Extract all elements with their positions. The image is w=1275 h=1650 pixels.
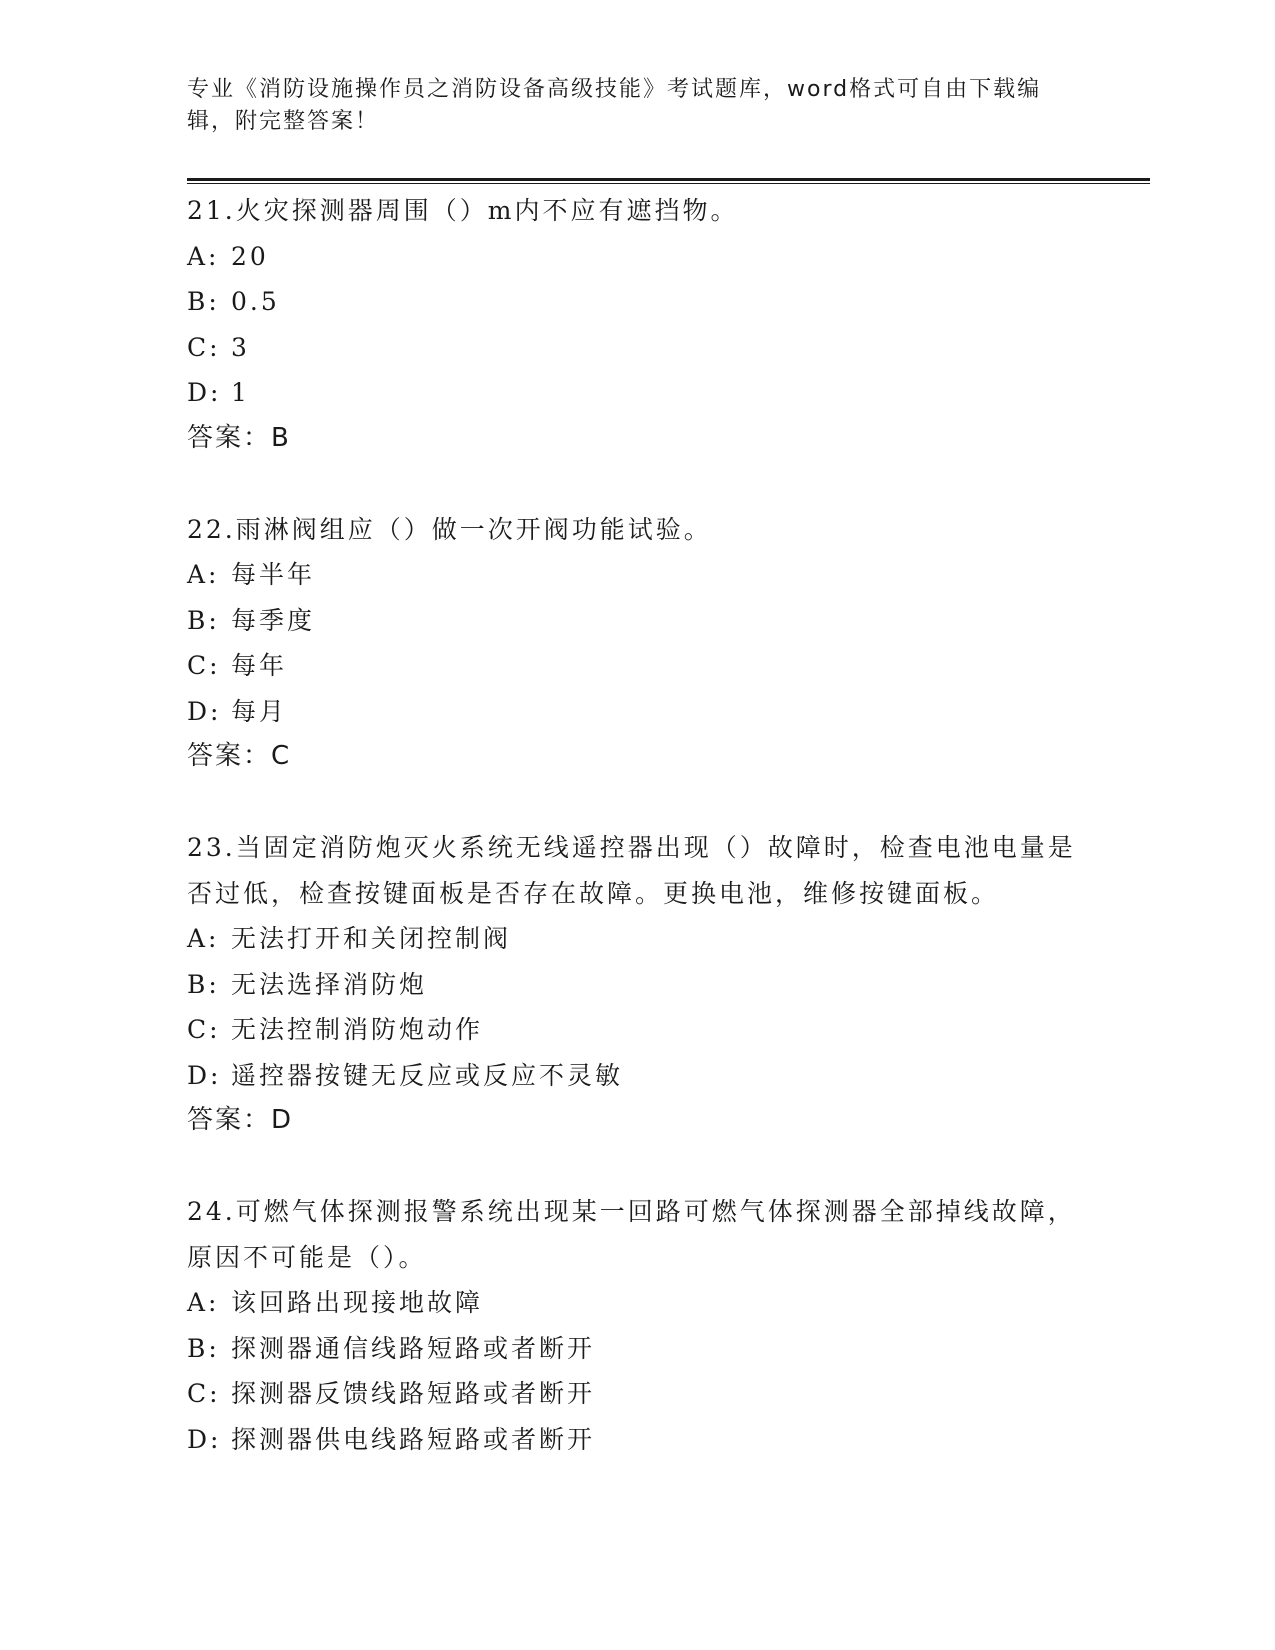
option-letter: A: [187, 241, 220, 271]
header-divider-thin [187, 183, 1150, 184]
option-letter: B: [187, 1333, 220, 1363]
option-letter: D: [187, 1060, 222, 1090]
option-letter: A: [187, 560, 220, 589]
option-c [187, 1007, 1087, 1053]
option-a [187, 234, 1087, 280]
option-c [187, 1371, 1087, 1417]
question-stem: 24.可燃气体探测报警系统出现某一回路可燃气体探测器全部掉线故障，原因不可能是（）。 [187, 1197, 1076, 1272]
document-header: 专业《消防设施操作员之消防设备高级技能》考试题库，word格式可自由下载编辑，附完整答案！ [187, 77, 1042, 134]
option-text: 无法打开和关闭控制阀 [231, 924, 512, 953]
option-text: 20 [231, 241, 269, 271]
question-21 [187, 188, 1087, 461]
option-letter: B: [187, 969, 220, 999]
answer-line: 答案：B [187, 422, 291, 453]
option-letter: C: [187, 1015, 221, 1044]
option-text: 每年 [231, 651, 288, 680]
option-text: 探测器通信线路短路或者断开 [231, 1333, 596, 1363]
option-text: 每半年 [231, 560, 316, 589]
option-letter: C: [187, 332, 221, 362]
option-text: 探测器供电线路短路或者断开 [231, 1424, 596, 1454]
option-b [187, 1326, 1087, 1372]
header-divider-thick [187, 178, 1150, 181]
option-d [187, 370, 1087, 416]
option-letter: C: [187, 651, 221, 680]
question-22 [187, 507, 1087, 780]
question-23 [187, 825, 1087, 1143]
option-letter: B: [187, 605, 220, 635]
question-stem: 21.火灾探测器周围（）m内不应有遮挡物。 [187, 196, 739, 225]
option-d [187, 1417, 1087, 1463]
option-a [187, 1280, 1087, 1326]
answer-line: 答案：D [187, 1105, 294, 1135]
option-text: 该回路出现接地故障 [231, 1288, 484, 1317]
option-b [187, 279, 1087, 325]
option-d [187, 689, 1087, 735]
option-letter: D: [187, 1424, 222, 1454]
option-c [187, 325, 1087, 371]
option-b [187, 598, 1087, 644]
option-letter: A: [187, 924, 220, 953]
question-stem: 23.当固定消防炮灭火系统无线遥控器出现（）故障时，检查电池电量是否过低，检查按键面板是否存在故障。更换电池，维修按键面板。 [187, 833, 1076, 908]
question-list [187, 188, 1087, 1462]
option-text: 1 [231, 378, 250, 407]
option-text: 每季度 [231, 605, 316, 635]
option-letter: B: [187, 287, 220, 316]
option-letter: D: [187, 378, 222, 407]
option-c [187, 643, 1087, 689]
option-d [187, 1053, 1087, 1099]
option-letter: D: [187, 696, 222, 726]
question-stem: 22.雨淋阀组应（）做一次开阀功能试验。 [187, 514, 712, 544]
option-text: 0.5 [231, 287, 280, 316]
option-text: 探测器反馈线路短路或者断开 [231, 1379, 596, 1408]
option-letter: C: [187, 1379, 221, 1408]
option-text: 无法选择消防炮 [231, 969, 428, 999]
option-a [187, 552, 1087, 598]
option-b [187, 962, 1087, 1008]
answer-line: 答案：C [187, 741, 292, 771]
option-text: 3 [231, 332, 250, 362]
question-24 [187, 1189, 1087, 1462]
option-text: 遥控器按键无反应或反应不灵敏 [231, 1060, 624, 1090]
option-text: 无法控制消防炮动作 [231, 1015, 484, 1044]
option-a [187, 916, 1087, 962]
option-text: 每月 [231, 696, 288, 726]
option-letter: A: [187, 1288, 220, 1317]
